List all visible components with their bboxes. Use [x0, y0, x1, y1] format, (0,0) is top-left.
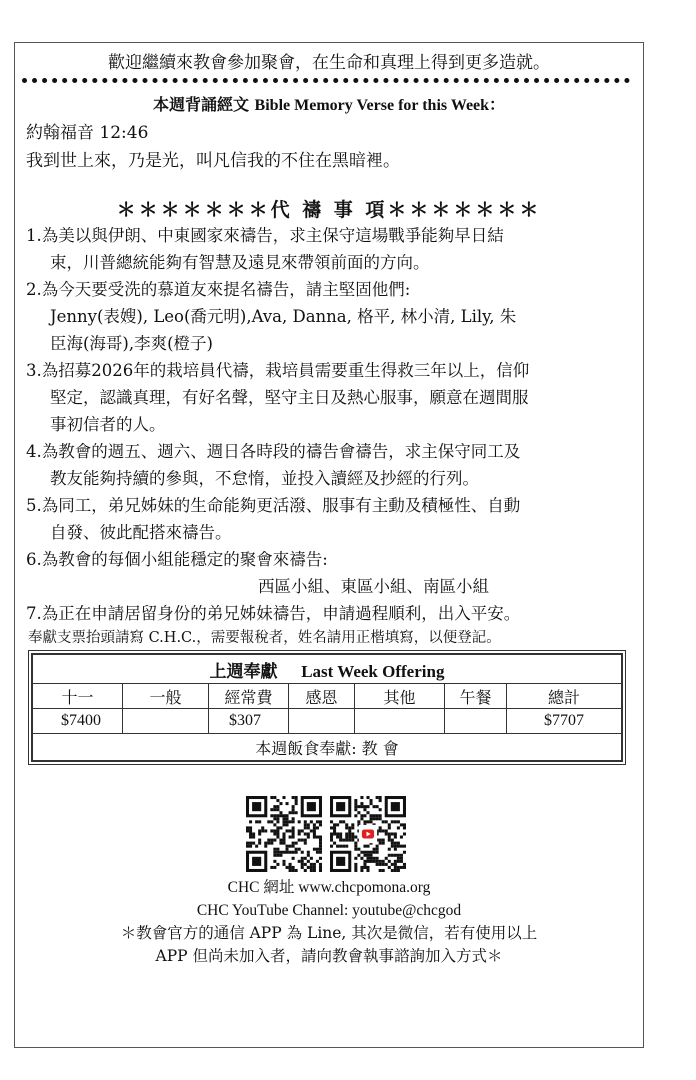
- offering-title: [33, 655, 622, 684]
- offering-table-box: [28, 650, 626, 765]
- offering-value: $7400: [33, 709, 123, 734]
- offering-value: [289, 709, 355, 734]
- dotted-divider: [22, 78, 630, 84]
- website-link[interactable]: CHC 網址 www.chcpomona.org: [227, 879, 431, 896]
- prayer-item-line: 7.為正在申請居留身份的弟兄姊妹禱告，申請過程順利，出入平安。: [26, 604, 521, 623]
- memory-verse-heading-en: Bible Memory Verse for this Week：: [254, 97, 506, 114]
- prayer-item: [26, 357, 626, 438]
- memory-verse-text: 我到世上來，乃是光，叫凡信我的不住在黑暗裡。: [26, 151, 400, 171]
- prayer-item-line: 自發、彼此配搭來禱告。: [50, 523, 232, 542]
- prayer-item-line: 臣海(海哥),李爽(橙子): [50, 334, 213, 353]
- footer: [14, 876, 644, 968]
- offering-value: $7707: [507, 709, 622, 734]
- prayer-item: [26, 492, 626, 546]
- prayer-title: ＊＊＊＊＊＊＊代 禱 事 項＊＊＊＊＊＊＊: [116, 199, 542, 221]
- offering-header: 十一: [33, 684, 123, 709]
- offering-header: 其他: [355, 684, 445, 709]
- offering-note: 奉獻支票抬頭請寫 C.H.C.，需要報稅者，姓名請用正楷填寫，以便登記。: [28, 630, 501, 646]
- offering-table: [32, 654, 622, 761]
- offering-value-row: [33, 709, 622, 734]
- youtube-link[interactable]: CHC YouTube Channel: youtube@chcgod: [196, 902, 462, 919]
- offering-header-row: [33, 684, 622, 709]
- qr-codes: [246, 796, 406, 872]
- prayer-item-line: Jenny(表嫂), Leo(喬元明),Ava, Danna, 格平, 林小清, Lily, 朱: [50, 307, 517, 326]
- offering-value: $307: [209, 709, 289, 734]
- app-notice-line: APP 但尚未加入者，請向教會執事諮詢加入方式＊: [155, 947, 503, 965]
- prayer-item: [26, 546, 626, 600]
- offering-header: 午餐: [445, 684, 507, 709]
- small-group-regions: 西區小組、東區小組、南區小組: [258, 577, 489, 596]
- meal-sponsor: 本週飯食奉獻: 教 會: [33, 734, 622, 761]
- memory-verse-heading-zh: 本週背誦經文: [152, 95, 249, 114]
- prayer-item-line: 束，川普總統能夠有智慧及遠見來帶領前面的方向。: [50, 253, 430, 272]
- prayer-item: [26, 438, 626, 492]
- offering-header: 一般: [123, 684, 209, 709]
- offering-value: [123, 709, 209, 734]
- prayer-item: [26, 276, 626, 357]
- prayer-item-line: 堅定，認識真理，有好名聲，堅守主日及熱心服事，願意在週間服: [50, 388, 529, 407]
- prayer-item-line: 4.為教會的週五、週六、週日各時段的禱告會禱告，求主保守同工及: [26, 442, 521, 461]
- offering-value: [445, 709, 507, 734]
- offering-header: 經常費: [209, 684, 289, 709]
- memory-verse-reference: 約翰福音 12:46: [26, 123, 149, 143]
- prayer-item-line: 2.為今天要受洗的慕道友來提名禱告，請主堅固他們:: [26, 280, 411, 299]
- youtube-qr-icon[interactable]: [330, 796, 406, 872]
- offering-value: [355, 709, 445, 734]
- prayer-item-line: 教友能夠持續的參與，不怠惰，並投入讀經及抄經的行列。: [50, 469, 479, 488]
- prayer-item-line: 3.為招募2026年的栽培員代禱，栽培員需要重生得救三年以上，信仰: [26, 361, 530, 380]
- offering-title-en: Last Week Offering: [301, 661, 445, 681]
- offering-header: 總計: [507, 684, 622, 709]
- prayer-item: [26, 600, 626, 627]
- offering-title-zh: 上週奉獻: [209, 661, 278, 682]
- welcome-text: 歡迎繼續來教會參加聚會，在生命和真理上得到更多造就。: [108, 53, 550, 73]
- prayer-item-line: 事初信者的人。: [50, 415, 166, 434]
- app-notice-line: ＊教會官方的通信 APP 為 Line, 其次是微信，若有使用以上: [120, 924, 538, 942]
- website-qr-icon[interactable]: [246, 796, 322, 872]
- prayer-item: [26, 222, 626, 276]
- offering-header: 感恩: [289, 684, 355, 709]
- prayer-item-line: 1.為美以與伊朗、中東國家來禱告，求主保守這場戰爭能夠早日結: [26, 226, 504, 245]
- prayer-list: [26, 222, 626, 627]
- memory-verse-heading: [14, 92, 644, 115]
- prayer-item-line: 5.為同工，弟兄姊妹的生命能夠更活潑、服事有主動及積極性、自動: [26, 496, 521, 515]
- prayer-item-line: 6.為教會的每個小組能穩定的聚會來禱告:: [26, 550, 328, 569]
